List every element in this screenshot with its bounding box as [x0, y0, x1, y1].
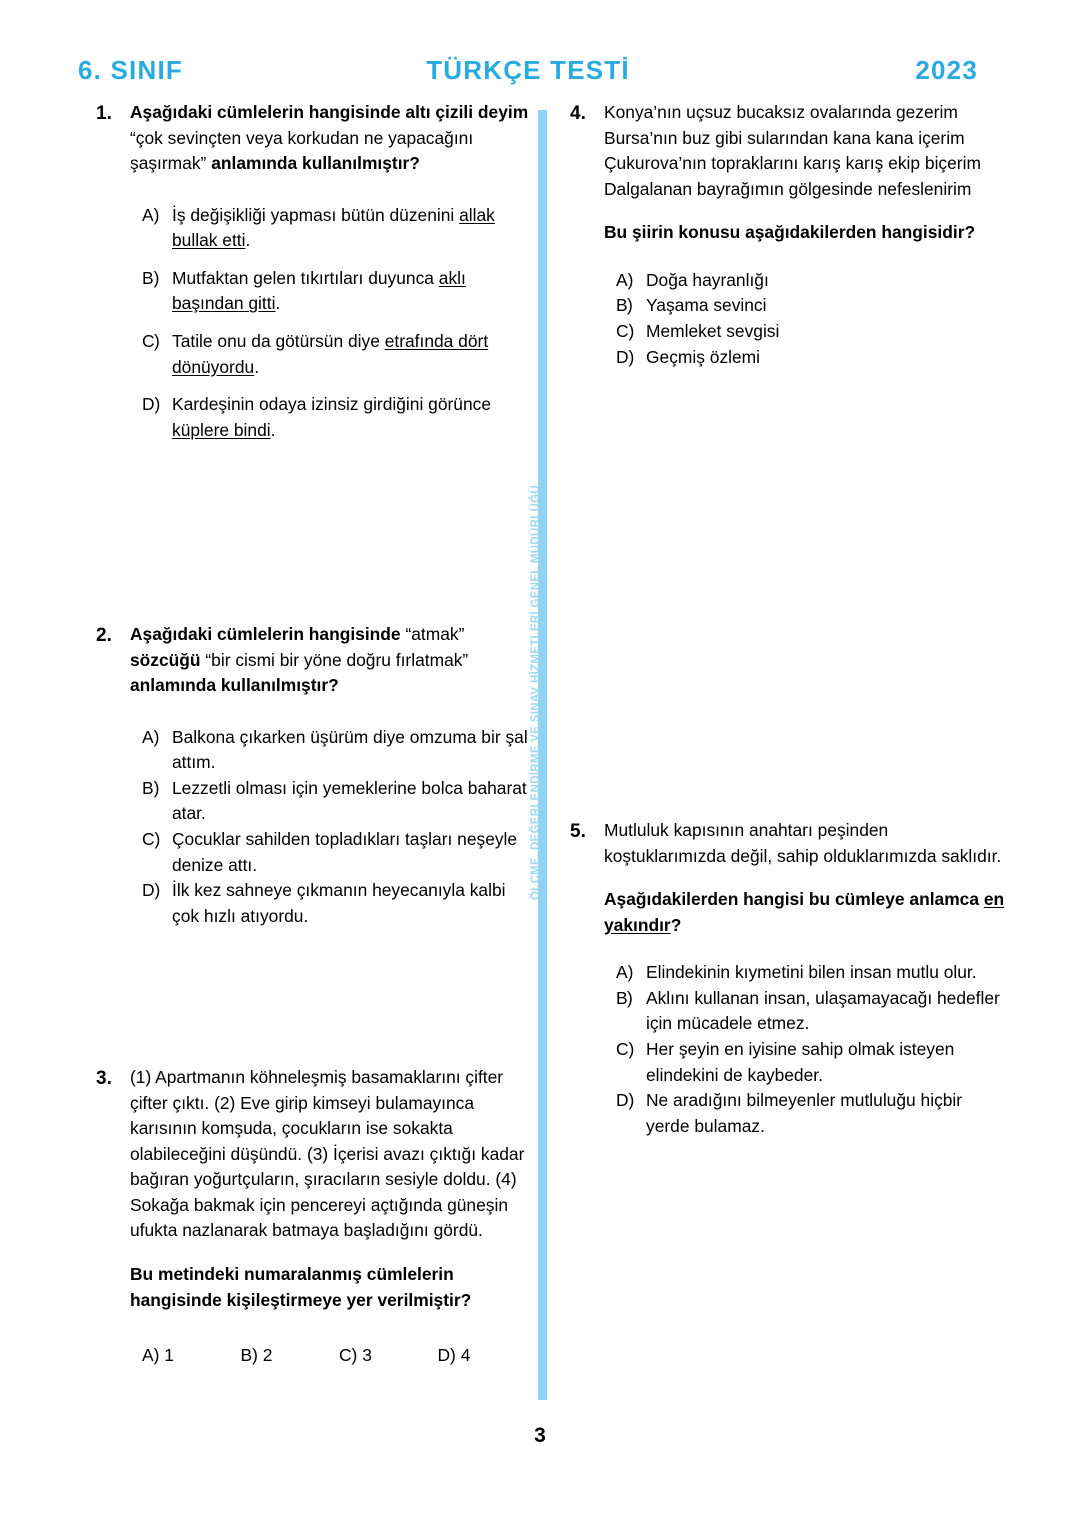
- option-d-letter: D): [437, 1345, 456, 1366]
- question-2-stem-part3: sözcüğü: [130, 649, 201, 670]
- question-5-prompt-after: ?: [670, 914, 682, 935]
- option-a[interactable]: [142, 725, 536, 776]
- page-header: [78, 52, 978, 88]
- option-b[interactable]: [616, 293, 1010, 319]
- option-a-letter: A): [142, 1345, 160, 1366]
- header-test-title: TÜRKÇE TESTİ: [426, 54, 630, 85]
- option-d[interactable]: [142, 878, 536, 929]
- option-c[interactable]: [142, 827, 536, 878]
- option-b-text: [172, 268, 466, 314]
- option-c[interactable]: [142, 329, 536, 380]
- question-4-number: 4.: [570, 103, 586, 124]
- option-b-letter: B): [142, 777, 160, 798]
- question-1-stem-part2: “çok sevinçten veya korkudan ne yapacağını şaşırmak”: [130, 127, 474, 174]
- question-5-body: [604, 818, 1010, 1139]
- option-d[interactable]: [438, 1343, 537, 1369]
- question-5-options: [616, 960, 1010, 1139]
- option-a-text: [172, 205, 495, 251]
- option-d[interactable]: [616, 1088, 1010, 1139]
- option-a[interactable]: [142, 203, 536, 254]
- option-a-text: Balkona çıkarken üşürüm diye omzuma bir şal attım.: [172, 726, 528, 773]
- option-b-text-after: .: [275, 293, 281, 314]
- option-a-text: Doğa hayranlığı: [646, 269, 769, 290]
- option-b[interactable]: [142, 776, 536, 827]
- option-c-text-before: Tatile onu da götürsün diye: [172, 331, 385, 352]
- option-d-text-before: Kardeşinin odaya izinsiz girdiğini görünce: [172, 394, 492, 415]
- option-d[interactable]: [142, 392, 536, 443]
- question-3-body: [130, 1065, 536, 1369]
- option-c[interactable]: [339, 1343, 438, 1369]
- question-1-stem-part1: Aşağıdaki cümlelerin hangisinde altı çizili deyim: [130, 102, 529, 122]
- option-b-letter: B): [142, 267, 160, 288]
- question-1-stem-part3: anlamında kullanılmıştır?: [211, 153, 420, 174]
- question-4-prompt: Bu şiirin konusu aşağıdakilerden hangisidir?: [604, 222, 976, 243]
- option-a[interactable]: [616, 268, 1010, 294]
- question-3-passage: (1) Apartmanın köhneleşmiş basamaklarını çifter çifter çıktı. (2) Eve girip kimseyi bulamayınca karısının komşuda, çocukların ise sokakta olabileceğini düşündü. (3) İçerisi avazı çıktığı kadar bağıran yoğurtçuların, şıracıların sesiyle doldu. (4) Sokağa bakmak için pencereyi açtığında güneşin ufukta nazlanarak batmaya başladığını gördü.: [130, 1067, 525, 1241]
- option-b-text-before: Mutfaktan gelen tıkırtıları duyunca: [172, 267, 439, 288]
- option-c-letter: C): [339, 1345, 358, 1366]
- option-a[interactable]: [616, 960, 1010, 986]
- question-4-poem: [604, 100, 1010, 202]
- option-a-text-underlined: allak bullak etti: [172, 204, 495, 251]
- option-d-text: [172, 394, 491, 440]
- option-b[interactable]: [241, 1343, 340, 1369]
- question-5: [570, 818, 1010, 1139]
- option-d-letter: D): [142, 880, 161, 901]
- question-4: [570, 100, 1010, 370]
- option-b-text-underlined: aklı başından gitti: [172, 267, 466, 314]
- question-1-stem: [130, 100, 536, 177]
- divider-vertical-label-text: ÖLÇME, DEĞERLENDİRME VE SINAV HİZMETLERİ GENEL MÜDÜRLÜĞÜ: [530, 484, 543, 900]
- question-1-options: [142, 203, 536, 444]
- option-b-text: Yaşama sevinci: [646, 295, 767, 316]
- question-3-prompt: Bu metindeki numaralanmış cümlelerin hangisinde kişileştirmeye yer verilmiştir?: [130, 1264, 472, 1310]
- option-a-letter: A): [616, 269, 634, 290]
- question-3-options: [142, 1343, 536, 1369]
- poem-line-2: Bursa’nın buz gibi sularından kana kana içerim: [604, 127, 965, 148]
- option-a-text-after: .: [245, 230, 251, 251]
- option-d-letter: D): [142, 394, 161, 415]
- question-2-stem-part5: anlamında kullanılmıştır?: [130, 675, 339, 696]
- poem-line-3: Çukurova’nın topraklarını karış karış ekip biçerim: [604, 153, 981, 174]
- question-1-body: [130, 100, 536, 443]
- question-2-body: [130, 622, 536, 929]
- question-5-stem: Mutluluk kapısının anahtarı peşinden koştuklarımızda değil, sahip olduklarımızda saklıdır.: [604, 820, 1002, 866]
- option-c-letter: C): [142, 829, 161, 850]
- option-a-text: 1: [164, 1345, 174, 1366]
- option-a-letter: A): [616, 962, 634, 983]
- option-b[interactable]: [616, 986, 1010, 1037]
- option-a-letter: A): [142, 204, 160, 225]
- option-d-text-underlined: küplere bindi: [172, 419, 271, 440]
- option-d-text-after: .: [270, 419, 276, 440]
- option-b-text: Aklını kullanan insan, ulaşamayacağı hedefler için mücadele etmez.: [646, 987, 1000, 1034]
- option-c-text: [172, 331, 488, 377]
- option-b-letter: B): [616, 295, 633, 316]
- poem-line-1: Konya’nın uçsuz bucaksız ovalarında gezerim: [604, 102, 958, 122]
- option-b-text: Lezzetli olması için yemeklerine bolca baharat atar.: [172, 777, 527, 824]
- option-a-letter: A): [142, 726, 160, 747]
- option-c-letter: C): [616, 321, 635, 342]
- option-c[interactable]: [616, 1037, 1010, 1088]
- option-a-text-before: İş değişikliği yapması bütün düzenini: [172, 204, 460, 225]
- option-d[interactable]: [616, 345, 1010, 371]
- option-d-text: 4: [460, 1345, 471, 1366]
- option-c-text: Çocuklar sahilden topladıkları taşları neşeyle denize attı.: [172, 829, 518, 875]
- header-grade: 6. SINIF: [78, 54, 183, 85]
- option-c-text: 3: [362, 1345, 372, 1366]
- question-5-number: 5.: [570, 821, 586, 842]
- question-3: [96, 1065, 536, 1369]
- poem-line-4: Dalgalanan bayrağımın gölgesinde nefeslenirim: [604, 178, 972, 199]
- option-d-text: İlk kez sahneye çıkmanın heyecanıyla kalbi çok hızlı atıyordu.: [172, 880, 506, 926]
- option-a-text: Elindekinin kıymetini bilen insan mutlu olur.: [646, 962, 977, 983]
- question-4-options: [616, 268, 1010, 370]
- option-b-text: 2: [262, 1345, 273, 1366]
- question-5-prompt-before: Aşağıdakilerden hangisi bu cümleye anlamca: [604, 889, 984, 910]
- option-c-text-underlined: etrafında dört dönüyordu: [172, 331, 489, 377]
- option-a[interactable]: [142, 1343, 241, 1369]
- option-b-letter: B): [240, 1345, 258, 1366]
- option-c[interactable]: [616, 319, 1010, 345]
- question-2-stem-part2: “atmak”: [405, 624, 465, 644]
- option-d-text: Geçmiş özlemi: [646, 346, 761, 367]
- question-2-stem-part4: “bir cismi bir yöne doğru fırlatmak”: [200, 649, 469, 670]
- header-year: 2023: [915, 54, 978, 85]
- page-number: 3: [534, 1424, 546, 1447]
- question-2-number: 2.: [96, 625, 112, 646]
- option-b-letter: B): [616, 987, 633, 1008]
- question-5-prompt: [604, 887, 1010, 938]
- option-b[interactable]: [142, 266, 536, 317]
- option-c-text: Her şeyin en iyisine sahip olmak isteyen elindekini de kaybeder.: [646, 1039, 955, 1085]
- question-2-options: [142, 725, 536, 930]
- option-d-letter: D): [616, 346, 635, 367]
- question-2-stem-part1: Aşağıdaki cümlelerin hangisinde: [130, 624, 401, 644]
- question-4-body: [604, 100, 1010, 370]
- question-1: [96, 100, 536, 443]
- option-c-letter: C): [616, 1039, 635, 1060]
- option-d-letter: D): [616, 1090, 635, 1111]
- option-c-text-after: .: [254, 356, 260, 377]
- question-5-prompt-underlined: en yakındır: [604, 889, 1005, 935]
- option-d-text: Ne aradığını bilmeyenler mutluluğu hiçbir yerde bulamaz.: [646, 1090, 963, 1136]
- option-c-text: Memleket sevgisi: [646, 321, 780, 342]
- question-2: [96, 622, 536, 929]
- question-1-number: 1.: [96, 103, 112, 124]
- question-2-stem: [130, 622, 536, 699]
- option-c-letter: C): [142, 331, 160, 352]
- question-3-number: 3.: [96, 1068, 112, 1089]
